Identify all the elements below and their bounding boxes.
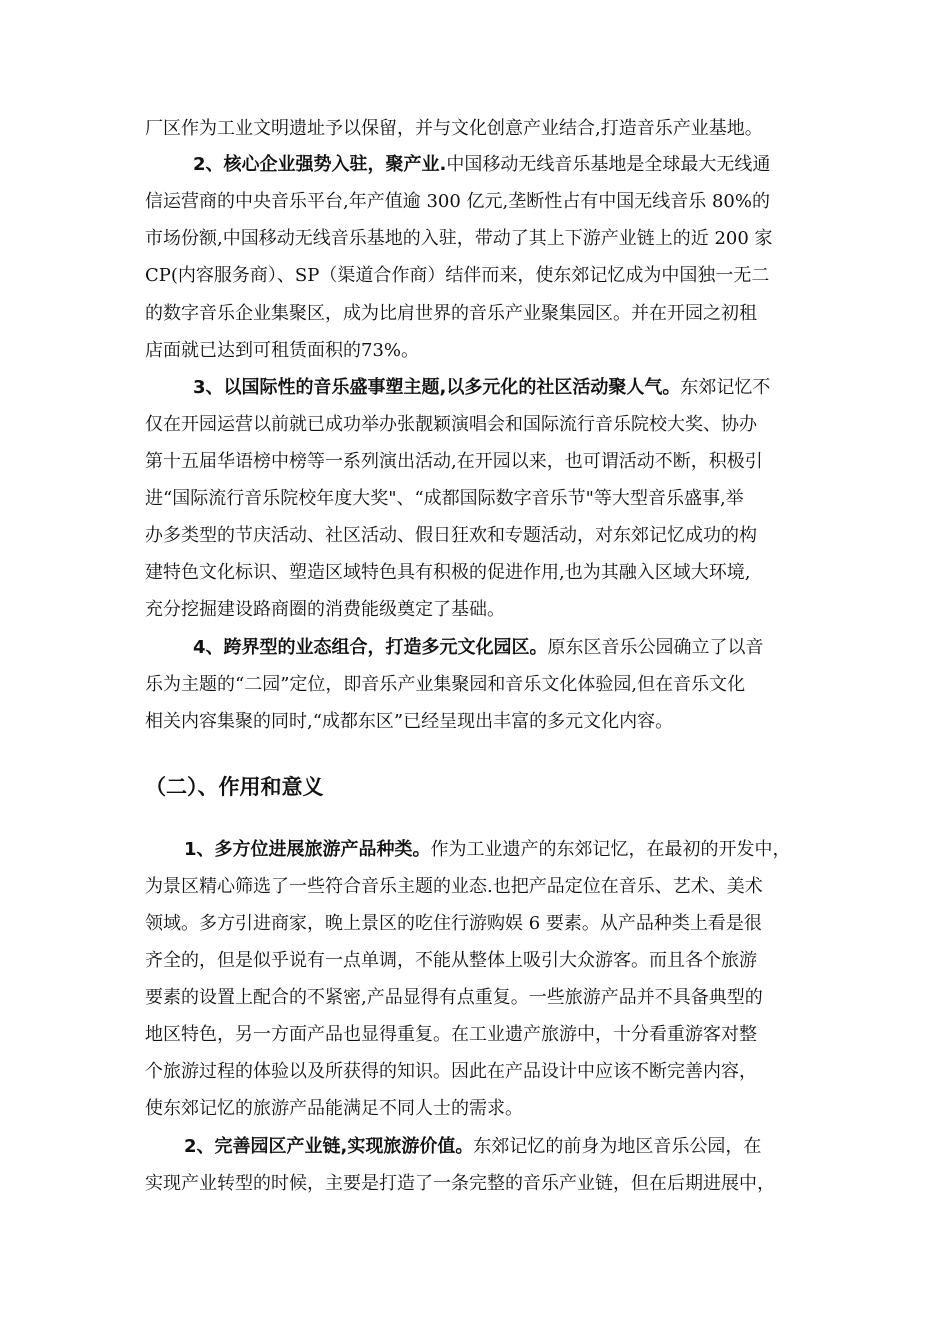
paragraph-4-line-1 bbox=[184, 838, 791, 862]
paragraph-4-line-5: 要素的设置上配合的不紧密,产品显得有点重复。一些旅游产品并不具备典型的 bbox=[145, 987, 763, 1008]
paragraph-2-line-1 bbox=[193, 376, 770, 400]
paragraph-1-line-4: CP(内容服务商）、SP（渠道合作商）结伴而来，使东郊记忆成为中国独一无二 bbox=[145, 265, 770, 286]
paragraph-4-text: 作为工业遗产的东郊记忆，在最初的开发中， bbox=[430, 839, 791, 860]
paragraph-2-line-4: 进“国际流行音乐院校年度大奖"、“成都国际数字音乐节"等大型音乐盛事,举 bbox=[145, 488, 744, 509]
paragraph-4-line-8: 使东郊记忆的旅游产品能满足不同人士的需求。 bbox=[145, 1098, 523, 1119]
paragraph-2-line-2: 仅在开园运营以前就已成功举办张靓颖演唱会和国际流行音乐院校大奖、协办 bbox=[145, 414, 757, 435]
paragraph-0-line-1: 厂区作为工业文明遗址予以保留，并与文化创意产业结合,打造音乐产业基地。 bbox=[145, 118, 763, 139]
paragraph-5-line-1 bbox=[184, 1135, 761, 1159]
paragraph-1-line-3: 市场份额,中国移动无线音乐基地的入驻，带动了其上下游产业链上的近 200 家 bbox=[145, 228, 773, 249]
paragraph-4-line-4: 齐全的，但是似乎说有一点单调，不能从整体上吸引大众游客。而且各个旅游 bbox=[145, 950, 757, 971]
paragraph-4-line-3: 领域。多方引进商家，晚上景区的吃住行游购娱 6 要素。从产品种类上看是很 bbox=[145, 913, 762, 934]
paragraph-1-line-1 bbox=[193, 153, 770, 177]
paragraph-4-line-7: 个旅游过程的体验以及所获得的知识。因此在产品设计中应该不断完善内容， bbox=[145, 1061, 757, 1082]
paragraph-5-text: 东郊记忆的前身为地区音乐公园，在 bbox=[473, 1136, 762, 1157]
paragraph-4-line-2: 为景区精心筛选了一些符合音乐主题的业态.也把产品定位在音乐、艺术、美术 bbox=[145, 876, 763, 897]
paragraph-3-line-1 bbox=[193, 636, 764, 660]
paragraph-3-lead: 4、跨界型的业态组合，打造多元文化园区。 bbox=[193, 637, 548, 658]
paragraph-1-text: 中国移动无线音乐基地是全球最大无线通 bbox=[446, 154, 771, 175]
paragraph-4-line-6: 地区特色，另一方面产品也显得重复。在工业遗产旅游中，十分看重游客对整 bbox=[145, 1024, 757, 1045]
paragraph-3-line-2: 乐为主题的“二园”定位，即音乐产业集聚园和音乐文化体验园,但在音乐文化 bbox=[145, 674, 746, 695]
paragraph-2-text: 东郊记忆不 bbox=[680, 377, 771, 398]
paragraph-3-text: 原东区音乐公园确立了以音 bbox=[547, 637, 764, 658]
paragraph-2-line-5: 办多类型的节庆活动、社区活动、假日狂欢和专题活动，对东郊记忆成功的构 bbox=[145, 525, 757, 546]
paragraph-1-line-6: 店面就已达到可租赁面积的73%。 bbox=[145, 340, 420, 361]
paragraph-4-lead: 1、多方位进展旅游产品种类。 bbox=[184, 839, 431, 860]
section-heading: （二）、作用和意义 bbox=[145, 775, 324, 799]
paragraph-5-line-2: 实现产业转型的时候，主要是打造了一条完整的音乐产业链，但在后期进展中， bbox=[145, 1173, 775, 1194]
paragraph-5-lead: 2、完善园区产业链,实现旅游价值。 bbox=[184, 1136, 474, 1157]
paragraph-2-line-7: 充分挖掘建设路商圈的消费能级奠定了基础。 bbox=[145, 599, 505, 620]
paragraph-1-lead: 2、核心企业强势入驻，聚产业. bbox=[193, 154, 447, 175]
paragraph-2-line-3: 第十五届华语榜中榜等一系列演出活动,在开园以来，也可谓活动不断，积极引 bbox=[145, 451, 763, 472]
paragraph-2-line-6: 建特色文化标识、塑造区域特色具有积极的促进作用,也为其融入区域大环境, bbox=[145, 562, 751, 583]
paragraph-2-lead: 3、以国际性的音乐盛事塑主题,以多元化的社区活动聚人气。 bbox=[193, 377, 681, 398]
paragraph-3-line-3: 相关内容集聚的同时,“成都东区”已经呈现出丰富的多元文化内容。 bbox=[145, 711, 674, 732]
paragraph-1-line-2: 信运营商的中央音乐平台,年产值逾 300 亿元,垄断性占有中国无线音乐 80%的 bbox=[145, 191, 770, 212]
paragraph-1-line-5: 的数字音乐企业集聚区，成为比肩世界的音乐产业聚集园区。并在开园之初租 bbox=[145, 303, 757, 324]
